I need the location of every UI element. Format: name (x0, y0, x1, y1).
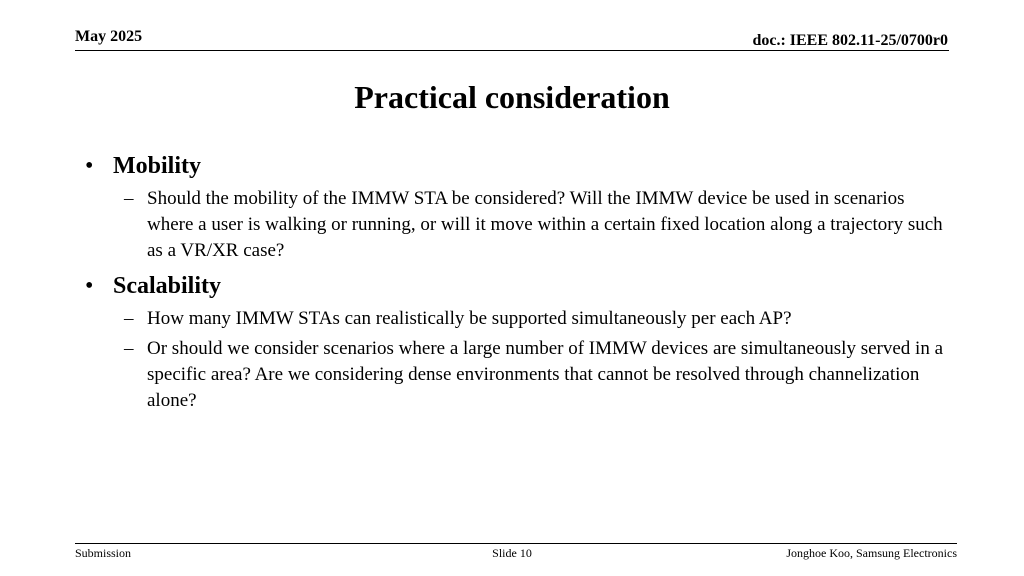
dash-icon: – (124, 308, 134, 329)
sub-bullet-text: Should the mobility of the IMMW STA be considered? Will the IMMW device be used in scenarios where a user is walking or running, or will it move within a certain fixed location along a trajectory such as a VR/XR case? (147, 188, 943, 261)
slide-title: Practical consideration (354, 79, 670, 115)
footer-divider (75, 543, 957, 544)
footer-submission: Submission (75, 546, 132, 560)
header-date: May 2025 (75, 28, 143, 45)
bullet-dot-icon: • (85, 153, 94, 179)
footer-author: Jonghoe Koo, Samsung Electronics (786, 546, 957, 560)
bullet-dot-icon: • (85, 273, 94, 299)
slide-body (85, 150, 945, 414)
header-divider (75, 50, 949, 51)
sub-bullet (85, 306, 945, 332)
bullet-heading: Mobility (113, 153, 201, 179)
sub-bullet-text: Or should we consider scenarios where a large number of IMMW devices are simultaneously served in a specific area? Are we considering dense environments that cannot be resolved through channelization alone? (147, 338, 943, 411)
header-doc-id: doc.: IEEE 802.11-25/0700r0 (752, 32, 948, 49)
dash-icon: – (124, 338, 134, 359)
bullet-heading: Scalability (113, 273, 222, 299)
sub-bullet-text: How many IMMW STAs can realistically be supported simultaneously per each AP? (147, 308, 792, 329)
sub-bullet (85, 336, 945, 414)
dash-icon: – (124, 188, 134, 209)
bullet-mobility (85, 150, 945, 182)
footer-slide-number: Slide 10 (492, 546, 532, 560)
sub-bullet (85, 186, 945, 264)
bullet-scalability (85, 270, 945, 302)
